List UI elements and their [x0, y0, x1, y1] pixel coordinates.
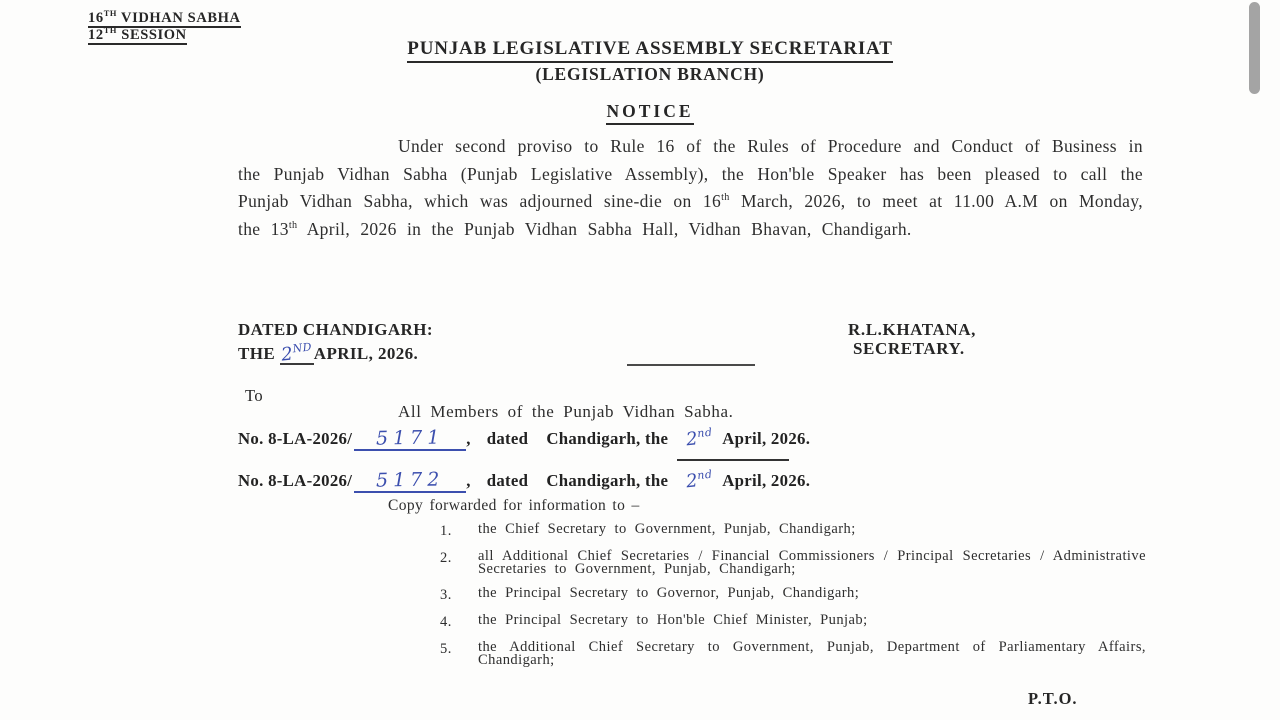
- handwritten-number-blank: [354, 469, 466, 493]
- handwritten-day-blank: [280, 339, 314, 365]
- address-recipient: All Members of the Punjab Vidhan Sabha.: [398, 402, 734, 421]
- secretary-name: R.L.KHATANA,: [848, 320, 976, 339]
- copy-forwarded-heading: Copy forwarded for information to –: [388, 497, 640, 514]
- handwritten-dispatch-number: 5171: [375, 426, 445, 450]
- dated-date-line: THE 2NDAPRIL, 2026.: [238, 339, 433, 365]
- handwritten-dispatch-number: 5172: [375, 468, 445, 492]
- list-item-number: 2.: [440, 550, 452, 566]
- list-item: [440, 611, 1146, 631]
- reference-line-1: No. 8-LA-2026/ 5171 , dated Chandigarh, the 2nd April, 2026.: [238, 425, 811, 451]
- notice-heading: NOTICE: [150, 101, 1150, 125]
- address-to-label: To: [245, 386, 264, 405]
- document-title: PUNJAB LEGISLATIVE ASSEMBLY SECRETARIAT: [150, 38, 1150, 63]
- handwritten-day: 2nd: [685, 425, 714, 451]
- ordinal-sup: th: [288, 219, 298, 231]
- ref-dated-label: dated: [486, 429, 529, 448]
- list-item-number: 4.: [440, 613, 452, 630]
- list-item-number: 1.: [440, 523, 452, 539]
- separator-rule: [677, 459, 789, 461]
- list-item-text: the Principal Secretary to Governor, Punjab, Chandigarh;: [478, 584, 860, 601]
- list-item-text: the Principal Secretary to Hon'ble Chief Minister, Punjab;: [478, 611, 868, 628]
- ordinal-sup: th: [721, 192, 730, 204]
- notice-body-paragraph: [238, 133, 1143, 243]
- ref-date-suffix: April, 2026.: [722, 429, 811, 448]
- list-item: [440, 550, 1146, 577]
- list-item-text: all Additional Chief Secretaries / Financial Commissioners / Principal Secretaries / Administrative Secretaries to Government, Punjab, Chandigarh;: [478, 548, 1146, 578]
- document-header: [150, 38, 1150, 125]
- list-item-number: 3.: [440, 586, 452, 603]
- session-text: VIDHAN SABHA: [117, 10, 241, 26]
- session-number: 12: [88, 27, 104, 43]
- dated-block: [238, 320, 433, 365]
- ref-place: Chandigarh, the: [546, 471, 669, 490]
- document-branch: (LEGISLATION BRANCH): [535, 64, 765, 84]
- reference-line-2: No. 8-LA-2026/ 5172 , dated Chandigarh, the 2nd April, 2026.: [238, 467, 811, 493]
- ref-date-suffix: April, 2026.: [722, 471, 811, 490]
- ref-prefix: No. 8-LA-2026/: [238, 471, 353, 490]
- pto-label: P.T.O.: [1028, 689, 1078, 708]
- ref-place: Chandigarh, the: [546, 429, 669, 448]
- handwritten-day: 2nd: [685, 467, 714, 493]
- copy-forwarded-list: [440, 523, 1146, 678]
- dated-place-line: DATED CHANDIGARH:: [238, 320, 433, 339]
- paragraph-text: Under second proviso to Rule 16 of the Rules of Procedure and Conduct of Business in the Punjab Vidhan Sabha (Punjab Legislative Assembly), the Hon'ble Speaker has been pleased to call the Punjab Vidhan Sabha, which was adjourned sine-die on 16: [238, 136, 1143, 212]
- list-item: [440, 523, 1146, 540]
- secretary-designation: SECRETARY.: [853, 339, 965, 358]
- handwritten-day: 2ND: [280, 340, 313, 366]
- list-item: [440, 638, 1146, 669]
- session-number: 16: [88, 10, 104, 26]
- list-item: [440, 584, 1146, 604]
- ref-dated-label: dated: [486, 471, 529, 490]
- session-ordinal: TH: [103, 9, 118, 19]
- list-item-number: 5.: [440, 640, 452, 657]
- paragraph-text: April, 2026 in the Punjab Vidhan Sabha Hall, Vidhan Bhavan, Chandigarh.: [297, 218, 912, 239]
- handwritten-number-blank: [354, 427, 466, 451]
- signature-block: [848, 320, 976, 358]
- list-item-text: the Chief Secretary to Government, Punjab, Chandigarh;: [478, 521, 856, 537]
- scrollbar-thumb[interactable]: [1249, 2, 1260, 94]
- paragraph-text: March, 2026, to meet at 11.00 A.M on Monday, the 13: [238, 191, 1143, 239]
- list-item-text: the Additional Chief Secretary to Government, Punjab, Department of Parliamentary Affairs, Chandigarh;: [478, 638, 1146, 669]
- session-text: SESSION: [117, 27, 187, 43]
- session-ordinal: TH: [103, 26, 118, 36]
- separator-rule: [627, 364, 755, 366]
- ref-prefix: No. 8-LA-2026/: [238, 429, 353, 448]
